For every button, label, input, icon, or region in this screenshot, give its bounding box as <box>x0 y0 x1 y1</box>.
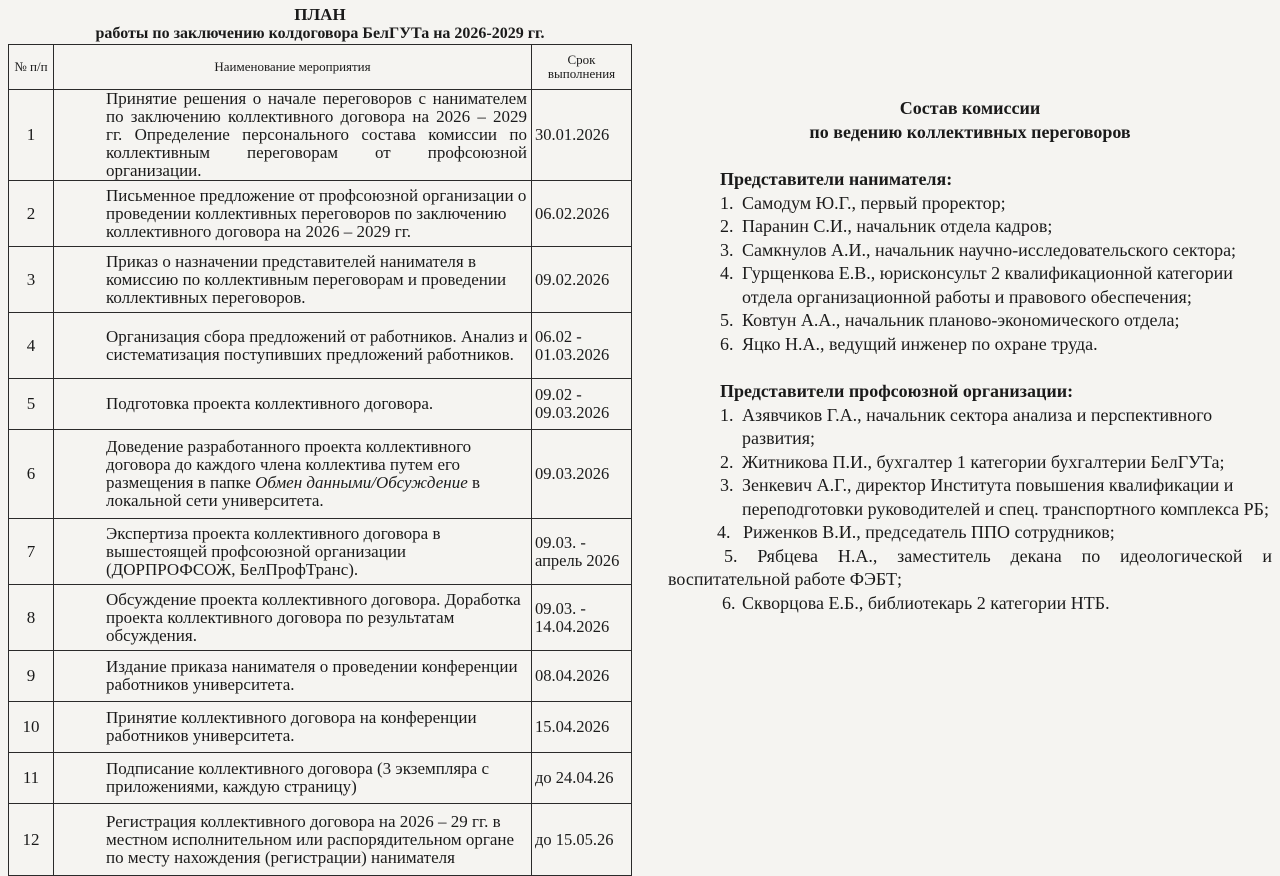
member-text: Житникова П.И., бухгалтер 1 категории бухгалтерии БелГУТа; <box>742 451 1225 472</box>
row-num: 7 <box>9 519 54 585</box>
commission-section <box>668 96 1272 615</box>
table-row <box>9 585 632 651</box>
table-row <box>9 804 632 876</box>
member-number: 1. <box>720 192 734 213</box>
employer-member <box>668 192 1272 216</box>
member-number: 3. <box>720 475 734 495</box>
member-number: 6. <box>720 333 734 354</box>
member-number: 5. <box>724 545 738 566</box>
header-deadline: Срок выполнения <box>532 45 632 90</box>
row-num: 5 <box>9 379 54 430</box>
employer-member <box>668 239 1272 263</box>
member-number: 2. <box>720 216 734 236</box>
header-num: № п/п <box>9 45 54 90</box>
row-deadline: до 15.05.26 <box>532 804 632 876</box>
table-header-row <box>9 45 632 90</box>
row-activity-text: в локальной сети университета. <box>106 473 481 510</box>
member-text: Рябцева Н.А., заместитель декана по идеологической и воспитательной работе ФЭБТ; <box>668 545 1273 589</box>
union-member <box>668 592 1272 616</box>
employer-member <box>668 215 1272 239</box>
employer-reps-heading: Представители нанимателя: <box>720 169 953 189</box>
member-number: 4. <box>717 522 731 542</box>
member-number: 5. <box>720 310 734 330</box>
row-deadline: 08.04.2026 <box>532 651 632 702</box>
commission-title: Состав комиссии <box>899 98 1041 118</box>
row-num: 2 <box>9 181 54 247</box>
row-deadline: 09.03. - 14.04.2026 <box>532 585 632 651</box>
union-member <box>668 545 1272 592</box>
row-activity: Приказ о назначении представителей нанимателя в комиссию по коллективным переговорам и проведении коллективных переговоров. <box>54 247 532 313</box>
row-num: 1 <box>9 90 54 181</box>
employer-reps-list <box>668 192 1272 357</box>
row-activity: Подписание коллективного договора (3 экземпляра с приложениями, каждую страницу) <box>54 753 532 804</box>
member-text: Риженков В.И., председатель ППО сотрудников; <box>743 522 1115 542</box>
table-row <box>9 702 632 753</box>
row-activity: Письменное предложение от профсоюзной организации о проведении коллективных переговоров по заключению коллективного договора на 2026 – 2029 гг. <box>54 181 532 247</box>
member-number: 1. <box>720 404 734 425</box>
row-activity-italic: Обмен данными/Обсуждение <box>255 473 468 492</box>
row-activity: Издание приказа нанимателя о проведении конференции работников университета. <box>54 651 532 702</box>
row-activity: Организация сбора предложений от работников. Анализ и систематизация поступивших предложений работников. <box>54 313 532 379</box>
employer-member <box>668 309 1272 333</box>
table-row <box>9 181 632 247</box>
member-text: Зенкевич А.Г., директор Института повышения квалификации и переподготовки руководителей и спец. транспортного комплекса РБ; <box>742 475 1270 519</box>
row-deadline: до 24.04.26 <box>532 753 632 804</box>
row-activity: Регистрация коллективного договора на 2026 – 29 гг. в местном исполнительном или распорядительном органе по месту нахождения (регистрации) нанимателя <box>54 804 532 876</box>
plan-table-body <box>9 90 632 876</box>
member-number: 2. <box>720 451 734 472</box>
union-member <box>668 474 1272 521</box>
row-deadline: 09.03. - апрель 2026 <box>532 519 632 585</box>
table-row <box>9 519 632 585</box>
plan-subtitle: работы по заключению колдоговора БелГУТа на 2026-2029 гг. <box>95 25 545 42</box>
row-num: 10 <box>9 702 54 753</box>
row-deadline: 30.01.2026 <box>532 90 632 181</box>
plan-title: ПЛАН <box>294 5 346 24</box>
row-deadline: 06.02.2026 <box>532 181 632 247</box>
row-deadline: 09.03.2026 <box>532 430 632 519</box>
plan-table <box>8 44 632 876</box>
row-num: 9 <box>9 651 54 702</box>
member-number: 4. <box>720 263 734 283</box>
member-text: Гурщенкова Е.В., юрисконсульт 2 квалификационной категории отдела организационной работы и правового обеспечения; <box>742 263 1233 307</box>
row-deadline: 06.02 - 01.03.2026 <box>532 313 632 379</box>
union-reps-heading: Представители профсоюзной организации: <box>720 381 1074 401</box>
union-reps-list <box>668 404 1272 616</box>
union-member <box>668 451 1272 475</box>
row-num: 4 <box>9 313 54 379</box>
employer-member <box>668 333 1272 357</box>
member-number: 6. <box>722 592 736 613</box>
employer-member <box>668 262 1272 309</box>
table-row <box>9 379 632 430</box>
member-number: 3. <box>720 239 734 260</box>
member-text: Азявчиков Г.А., начальник сектора анализа и перспективного развития; <box>742 404 1213 448</box>
header-name: Наименование мероприятия <box>54 45 532 90</box>
row-activity: Обсуждение проекта коллективного договора. Доработка проекта коллективного договора по результатам обсуждения. <box>54 585 532 651</box>
table-row <box>9 247 632 313</box>
row-activity: Принятие коллективного договора на конференции работников университета. <box>54 702 532 753</box>
row-num: 11 <box>9 753 54 804</box>
row-deadline: 15.04.2026 <box>532 702 632 753</box>
row-num: 8 <box>9 585 54 651</box>
commission-subtitle: по ведению коллективных переговоров <box>809 122 1131 142</box>
row-activity: Подготовка проекта коллективного договора. <box>54 379 532 430</box>
table-row <box>9 313 632 379</box>
row-num: 3 <box>9 247 54 313</box>
row-activity: Принятие решения о начале переговоров с нанимателем по заключению коллективного договора на 2026 – 2029 гг. Определение персонального состава комиссии по коллективным переговорам от профсоюзной организации. <box>54 90 532 181</box>
table-row <box>9 90 632 181</box>
member-text: Яцко Н.А., ведущий инженер по охране труда. <box>742 333 1098 354</box>
member-text: Скворцова Е.Б., библиотекарь 2 категории НТБ. <box>742 592 1110 613</box>
row-deadline: 09.02.2026 <box>532 247 632 313</box>
member-text: Ковтун А.А., начальник планово-экономического отдела; <box>742 310 1180 330</box>
member-text: Самкнулов А.И., начальник научно-исследовательского сектора; <box>742 239 1237 260</box>
row-deadline: 09.02 - 09.03.2026 <box>532 379 632 430</box>
member-text: Самодум Ю.Г., первый проректор; <box>742 192 1006 213</box>
row-activity: Экспертиза проекта коллективного договора в вышестоящей профсоюзной организации (ДОРПРОФСОЖ, БелПрофТранс). <box>54 519 532 585</box>
table-row <box>9 753 632 804</box>
union-member <box>668 404 1272 451</box>
row-num: 6 <box>9 430 54 519</box>
member-text: Паранин С.И., начальник отдела кадров; <box>742 216 1053 236</box>
table-row <box>9 651 632 702</box>
union-member <box>668 521 1272 545</box>
row-activity-text: Доведение разработанного проекта коллективного договора до каждого члена коллектива путем его размещения в папке <box>106 437 472 492</box>
row-num: 12 <box>9 804 54 876</box>
row-activity <box>54 430 532 519</box>
table-row <box>9 430 632 519</box>
